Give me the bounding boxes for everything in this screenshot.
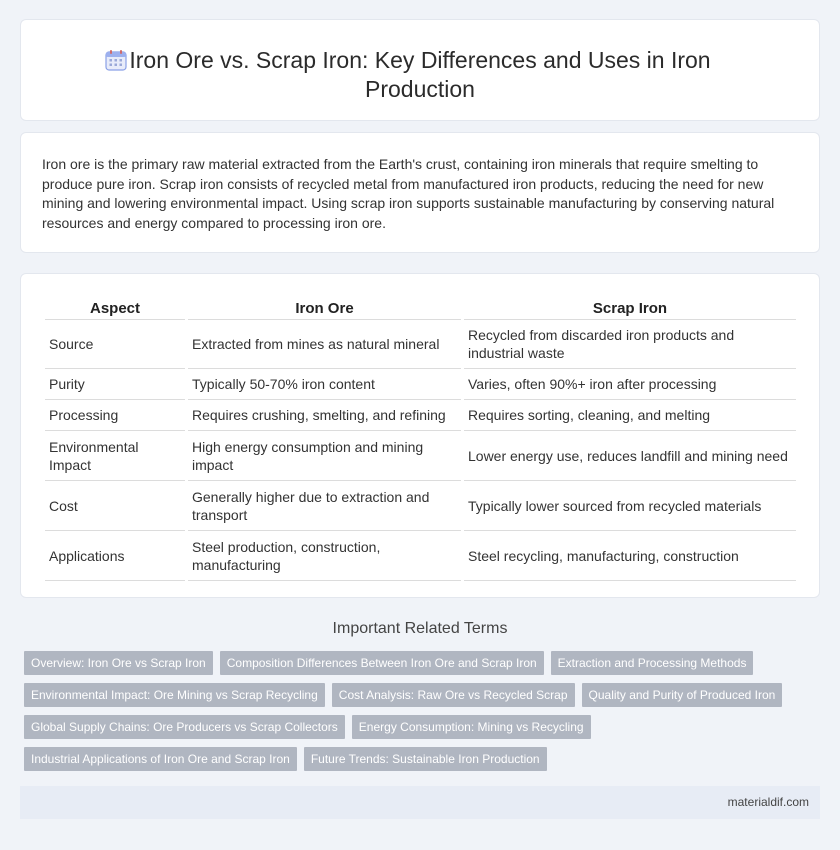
related-term-tag[interactable]: Overview: Iron Ore vs Scrap Iron xyxy=(24,651,213,675)
header-scrap-iron: Scrap Iron xyxy=(464,294,796,320)
related-term-tag[interactable]: Energy Consumption: Mining vs Recycling xyxy=(352,715,591,739)
table-cell: High energy consumption and mining impact xyxy=(188,431,461,481)
related-term-tag[interactable]: Future Trends: Sustainable Iron Production xyxy=(304,747,547,771)
table-cell: Cost xyxy=(45,481,185,531)
related-terms-list xyxy=(24,651,804,779)
tag-row xyxy=(24,651,804,675)
table-cell: Applications xyxy=(45,531,185,581)
table-cell: Steel production, construction, manufacturing xyxy=(188,531,461,581)
header-card xyxy=(20,19,820,121)
related-term-tag[interactable]: Environmental Impact: Ore Mining vs Scrap Recycling xyxy=(24,683,325,707)
tag-row xyxy=(24,715,804,739)
related-term-tag[interactable]: Composition Differences Between Iron Ore and Scrap Iron xyxy=(220,651,544,675)
table-cell: Purity xyxy=(45,369,185,400)
tag-row xyxy=(24,683,804,707)
header-aspect: Aspect xyxy=(45,294,185,320)
table-cell: Recycled from discarded iron products and industrial waste xyxy=(464,320,796,369)
table-row xyxy=(45,320,796,369)
table-cell: Processing xyxy=(45,400,185,431)
table-cell: Source xyxy=(45,320,185,369)
table-row xyxy=(45,400,796,431)
table-cell: Environmental Impact xyxy=(45,431,185,481)
table-cell: Requires sorting, cleaning, and melting xyxy=(464,400,796,431)
table-row xyxy=(45,531,796,581)
table-cell: Steel recycling, manufacturing, construction xyxy=(464,531,796,581)
related-term-tag[interactable]: Extraction and Processing Methods xyxy=(551,651,754,675)
footer-site-link[interactable]: materialdif.com xyxy=(727,795,809,809)
table-cell: Lower energy use, reduces landfill and mining need xyxy=(464,431,796,481)
table-cell: Requires crushing, smelting, and refining xyxy=(188,400,461,431)
related-term-tag[interactable]: Global Supply Chains: Ore Producers vs Scrap Collectors xyxy=(24,715,345,739)
related-term-tag[interactable]: Industrial Applications of Iron Ore and Scrap Iron xyxy=(24,747,297,771)
comparison-table-card xyxy=(20,273,820,598)
tag-row xyxy=(24,747,804,771)
footer xyxy=(20,786,820,819)
intro-paragraph: Iron ore is the primary raw material extracted from the Earth's crust, containing iron minerals that require smelting to produce pure iron. Scrap iron consists of recycled metal from manufactured iron products, reducing the need for new mining and lowering environmental impact. Using scrap iron supports sustainable manufacturing by conserving natural resources and energy compared to processing iron ore. xyxy=(42,156,775,231)
related-term-tag[interactable]: Cost Analysis: Raw Ore vs Recycled Scrap xyxy=(332,683,575,707)
table-row xyxy=(45,369,796,400)
table-cell: Generally higher due to extraction and transport xyxy=(188,481,461,531)
table-cell: Varies, often 90%+ iron after processing xyxy=(464,369,796,400)
table-cell: Extracted from mines as natural mineral xyxy=(188,320,461,369)
table-header-row xyxy=(45,294,796,320)
table-cell: Typically 50-70% iron content xyxy=(188,369,461,400)
related-terms-title: Important Related Terms xyxy=(332,620,508,637)
related-term-tag[interactable]: Quality and Purity of Produced Iron xyxy=(582,683,783,707)
table-row xyxy=(45,481,796,531)
comparison-table xyxy=(42,294,799,581)
page-title: Iron Ore vs. Scrap Iron: Key Differences and Uses in Iron Production xyxy=(129,47,711,102)
table-row xyxy=(45,431,796,481)
table-cell: Typically lower sourced from recycled materials xyxy=(464,481,796,531)
intro-card xyxy=(20,132,820,253)
header-iron-ore: Iron Ore xyxy=(188,294,461,320)
